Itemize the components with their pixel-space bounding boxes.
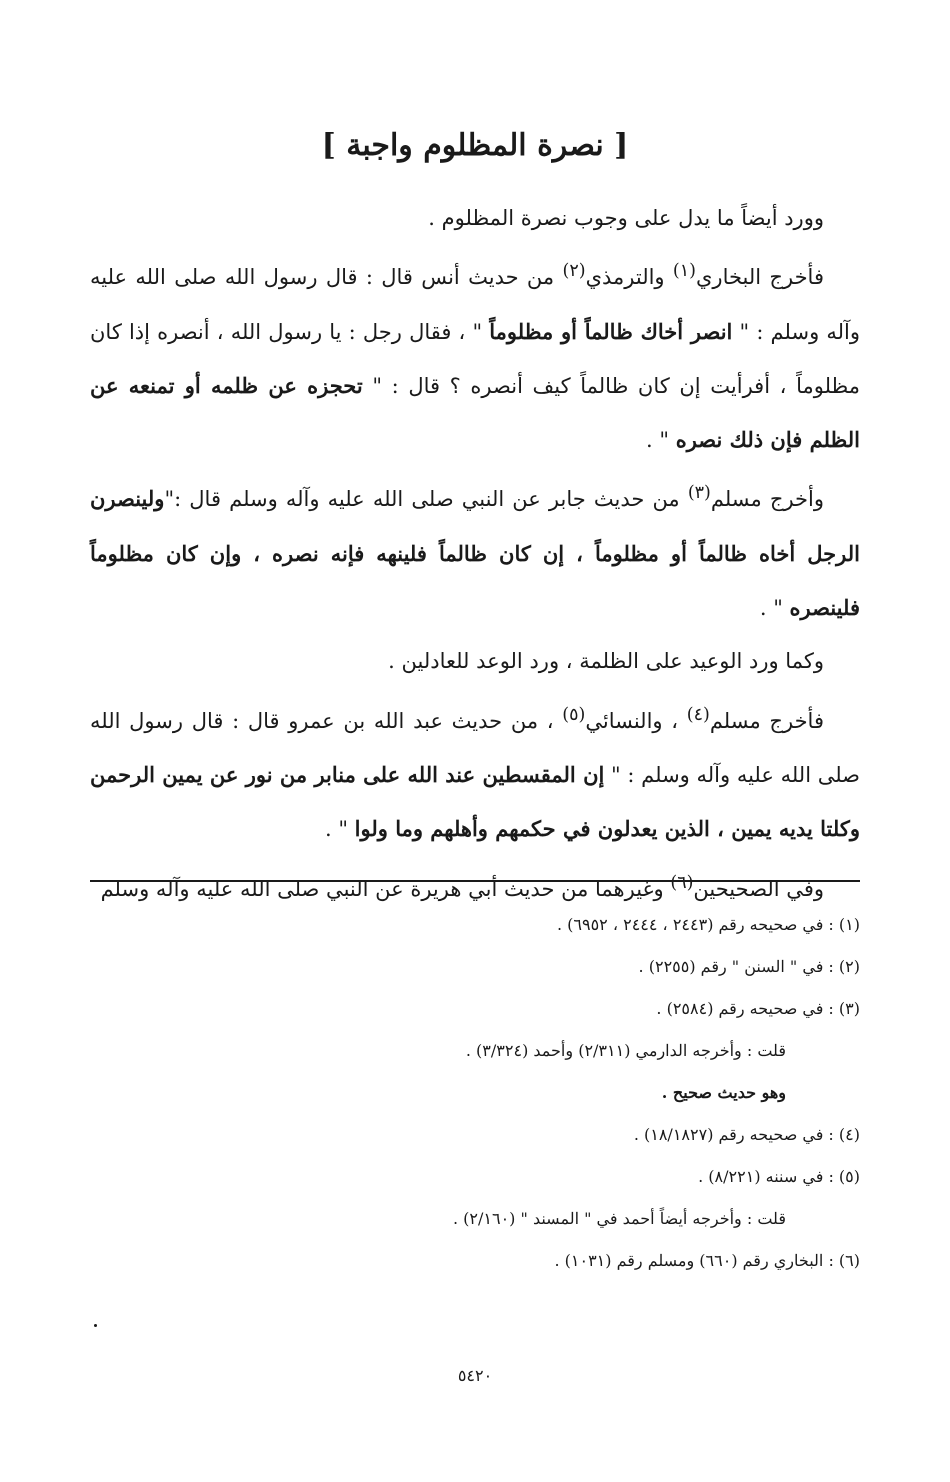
paragraph-text: من حديث جابر عن النبي صلى الله عليه وآله وسلم قال :"	[164, 487, 688, 512]
footnote: (٤) : في صحيحه رقم (١٨/١٨٢٧) .	[633, 1125, 860, 1144]
footnote-ref: (٢)	[562, 261, 586, 282]
body-paragraph	[90, 192, 860, 245]
paragraph-text: وأخرج مسلم	[710, 487, 825, 512]
body-paragraph	[90, 689, 860, 857]
footnote-note: وهو حديث صحيح .	[661, 1083, 786, 1102]
footnote: (٣) : في صحيحه رقم (٢٥٨٤) .	[656, 999, 860, 1018]
paragraph-text: " .	[324, 817, 355, 842]
body-paragraph	[90, 245, 860, 467]
hadith-text: انصر أخاك ظالماً أو مظلوماً	[489, 318, 733, 344]
stray-dot	[94, 1324, 97, 1327]
paragraph-text: وفي الصحيحين	[693, 876, 824, 901]
footnote-ref: (٣)	[687, 483, 711, 504]
footnote-ref: (٤)	[686, 704, 710, 725]
paragraph-text: فأخرج مسلم	[709, 708, 824, 733]
footnote-ref: (٥)	[562, 704, 586, 725]
paragraph-text: " .	[759, 596, 790, 621]
body-paragraph	[90, 467, 860, 635]
footnotes	[90, 904, 860, 1282]
hadith-text: ولينصرن الرجل أخاه ظالماً أو مظلوماً ، إن كان ظالماً فلينهه فإنه نصره ، وإن كان مظلوماً فلينصره	[90, 486, 860, 621]
paragraph-text: والترمذي	[585, 265, 673, 290]
paragraph-text: " .	[646, 428, 676, 453]
section-title: [ نصرة المظلوم واجبة ]	[321, 128, 629, 163]
paragraph-text: " ، فقال رجل : يا رسول الله ، أنصره إذا كان مظلوماً ، أفرأيت إن كان ظالماً كيف أنصره ؟ قال : "	[90, 319, 860, 398]
paragraph-text: فأخرج البخاري	[695, 265, 824, 290]
footnote-note: قلت : وأخرجه الدارمي (٢/٣١١) وأحمد (٣/٣٢٤) .	[465, 1041, 786, 1060]
document-page	[90, 0, 860, 1482]
paragraph-text: ، من حديث عبد الله بن عمرو قال : قال رسول الله صلى الله عليه وآله وسلم : "	[90, 708, 861, 787]
paragraph-text: وغيرهما من حديث أبي هريرة عن النبي صلى الله عليه وآله وسلم	[100, 876, 671, 901]
footnote: (٦) : البخاري رقم (٦٦٠) ومسلم رقم (١٠٣١) .	[554, 1251, 860, 1270]
page-number: ٥٤٢٠	[457, 1366, 493, 1385]
body-paragraph	[90, 635, 860, 688]
paragraph-text: من حديث أنس قال : قال رسول الله صلى الله عليه وآله وسلم : "	[90, 265, 861, 344]
footnote: (٢) : في " السنن " رقم (٢٢٥٥) .	[638, 957, 860, 976]
hadith-text: إن المقسطين عند الله على منابر من نور عن يمين الرحمن وكلتا يديه يمين ، الذين يعدلون في حكمهم وأهلهم وما ولوا	[90, 761, 860, 842]
footnote-ref: (١)	[672, 261, 696, 282]
footnote-divider	[90, 880, 860, 882]
footnote: (٥) : في سننه (٨/٢٢١) .	[698, 1167, 860, 1186]
body-text	[90, 192, 860, 916]
paragraph-text: وورد أيضاً ما يدل على وجوب نصرة المظلوم .	[428, 206, 824, 230]
footnote-ref: (٦)	[670, 872, 694, 893]
footnote-note: قلت : وأخرجه أيضاً أحمد في " المسند " (٢/١٦٠) .	[452, 1209, 786, 1228]
footnote: (١) : في صحيحه رقم (٢٤٤٣ ، ٢٤٤٤ ، ٦٩٥٢) .	[556, 915, 860, 934]
paragraph-text: ، والنسائي	[585, 708, 687, 733]
paragraph-text: وكما ورد الوعيد على الظلمة ، ورد الوعد للعادلين .	[388, 649, 824, 674]
hadith-text: تحجزه عن ظلمه أو تمنعه عن الظلم فإن ذلك نصره	[90, 372, 860, 453]
